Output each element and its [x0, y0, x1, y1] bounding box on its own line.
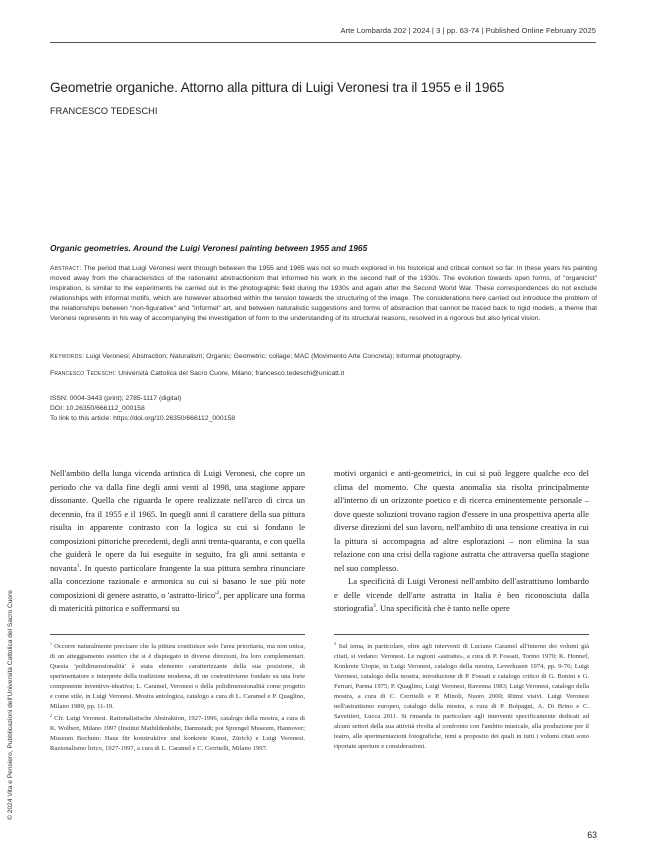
keywords-text: Luigi Veronesi; Abstraction; Naturalism; Organic; Geometric; collage; MAC (Movimento Arte Concreta); Informal photography. [85, 353, 462, 360]
footnote-ref[interactable]: 3 [373, 603, 376, 610]
body-column-right [334, 467, 589, 616]
issn: ISSN: 0004-3443 (print); 2785-1117 (digital) [50, 395, 182, 402]
affiliation-name: Francesco Tedeschi: [50, 370, 117, 377]
running-head: Arte Lombarda 202 | 2024 | 3 | pp. 63-74 | Published Online February 2025 [340, 26, 596, 35]
article-title: Geometrie organiche. Attorno alla pittura di Luigi Veronesi tra il 1955 e il 1965 [50, 80, 505, 95]
footnote: $^3$ Sul tema, in particolare, oltre agli interventi di Luciano Caramel all'interno dei volumi già citati, si vedano: Veronesi. Le ragioni «astratte», a cura di P. Fossati, Torino 1970; K. Honnef, Konkrete Utopie, in Luigi Veronesi, catalogo della mostra, Leverkusen 1974, pp. 9-76; Luigi Veronesi, catalogo della mostra, introduzione di P. Fossati e catalogo critico di G. Bonini e G. Ferrari, Parma 1975; P. Quaglino, Luigi Veronesi, Ravenna 1983; Luigi Veronesi, catalogo della mostra, a cura di C. Cerritelli e P. Minoli, Nuoro 2000; Ritmi visivi. Luigi Veronesi nell'astrattismo europeo, catalogo della mostra, a cura di P. Bolpagni, A. Di Brino e C. Savettieri, Lucca 2011. Si rimanda in particolare agli interventi specificamente dedicati ad alcuni settori della sua attività rivolta al confronto con l'ambito musicale, alla produzione per il teatro, alle sperimentazioni fotografiche, temi a proposito dei quali in tutti i volumi citati sono riportate aperture e considerazioni. [334, 640, 589, 750]
affiliation [50, 369, 597, 379]
abstract-text: The period that Luigi Veronesi went through between the 1955 and 1965 was not so much explored in his historical and critical context so far. In these years his painting moved away from the characteristics of the rationalist abstractionism that informed his work in the second half of the 1930s. The evolution towards open forms, of "organicist" inspiration, is similar to the experiments he carried out in the photographic field during the 1930s and again after the Second World War. These correspondences do not exclude relationships with informal motifs, which are however absorbed within the tension towards the structuring of the image. The considerations here carried out introduce the problem of the relationships between "non-figurative" and "informel" art, and between naturalistic suggestions and forms of abstraction that cannot be traced back to rigid models, a theme that Veronesi represents in his way of accompanying the investigation of form to the understanding of its structural reasons, resolved in a rigorous but also lyrical vision. [50, 265, 597, 323]
footnote-ref[interactable]: 2 [216, 590, 220, 597]
page-number: 63 [587, 830, 597, 840]
article-author: FRANCESCO TEDESCHI [50, 106, 158, 116]
footnote-ref[interactable]: 1 [76, 563, 80, 569]
affiliation-text: Università Cattolica del Sacro Cuore, Milano; francesco.tedeschi@unicatt.it [118, 370, 345, 377]
body-column-left [50, 467, 305, 616]
english-title: Organic geometries. Around the Luigi Veronesi painting between 1955 and 1965 [50, 243, 368, 253]
body-paragraph: La specificità di Luigi Veronesi nell'ambito dell'astrattismo lombardo e delle vicende dell'arte astratta in Italia è ben riconosciuta dalla storiografia$^3$. Una specificità che è tanto nelle opere [334, 576, 589, 614]
footnotes-left [50, 642, 305, 756]
body-paragraph: Nell'ambito della lunga vicenda artistica di Luigi Veronesi, che copre un periodo che va dalla fine degli anni venti al 1998, una stagione appare dissonante. Quella che riguarda le opere realizzate nell'arco di circa un decennio, fra il 1955 e il 1965. In quegli anni il carattere della sua pittura risulta in apparente contrasto con la logica su cui si fondano le composizioni pittoriche precedenti, degli anni trenta-quaranta, e con quella che guiderà le opere da lui eseguite in seguito, fra gli anni settanta e novanta$^1$. In questo particolare frangente la sua pittura sembra rinunciare alla concezione razionale e armonica su cui si basano le sue più note composizioni di genere astratto, o '$astratto-lirico'^2$, per applicare una forma di matericità pittorica e soffermarsi su [50, 468, 305, 614]
abstract-label: Abstract: [50, 265, 82, 272]
keywords [50, 352, 597, 362]
footnote: $^2$ Cfr. Luigi Veronesi. Rationalistische Abstraktion, 1927-1996, catalogo della mostra, a cura di K. Wolbert, Milano 1997 (Institut Mathildenhöhe, Darmstadt; poi Sprengel Museum, Hannover; Museum Bochum: Haus für konstruktive und konkrete Kunst, Zürich) e Luigi Veronesi. Razionalismo lirico, 1927-1997, a cura di L. Caramel e C. Cerritelli, Milano 1997. [50, 712, 305, 752]
footnote-separator [50, 634, 305, 635]
doi: DOI: 10.26350/666112_000158 [50, 405, 145, 412]
keywords-label: Keywords: [50, 353, 85, 360]
abstract [50, 264, 597, 325]
header-rule [50, 42, 596, 43]
body-paragraph: motivi organici e anti-geometrici, in cui si può leggere qualche eco del clima del momento. Che questa anomalia sia risolta principalmente all'interno di un orizzonte poetico e di ricerca eminentemente personale – dove queste soluzioni trovano ragion d'essere in una prospettiva aperta alle diverse direzioni del suo lavoro, nell'ambito di una tensione creativa in cui la pittura si accompagna ad altre esplorazioni – non elimina la sua relazione con una crisi della ragione astratta che attraversa quella stagione nel suo complesso. [334, 468, 589, 573]
footnotes-right [334, 642, 589, 754]
footnote: $^1$ Occorre naturalmente precisare che la pittura costituisce solo l'area prioritaria, ma non unica, di un atteggiamento estetico che si è dispiegato in diverse direzioni, fra loro complementari. Questa 'polidimensionalità' è stata elemento caratterizzante della sua posizione, di sperimentatore e interprete della tradizione moderna, di un costruttivismo fondato su una forte componente inventivo-ideativa; L. Caramel, Veronesi o della polidimensionalità come progetto e come stile, in Luigi Veronesi. Mostra antologica, catalogo a cura di L. Caramel e P. Quaglino, Milano 1989, pp. 11-19. [50, 640, 305, 710]
article-link[interactable]: To link to this article: https://doi.org/10.26350/666112_000158 [50, 415, 236, 422]
article-identifiers [50, 394, 235, 424]
footnote-separator [334, 634, 589, 635]
